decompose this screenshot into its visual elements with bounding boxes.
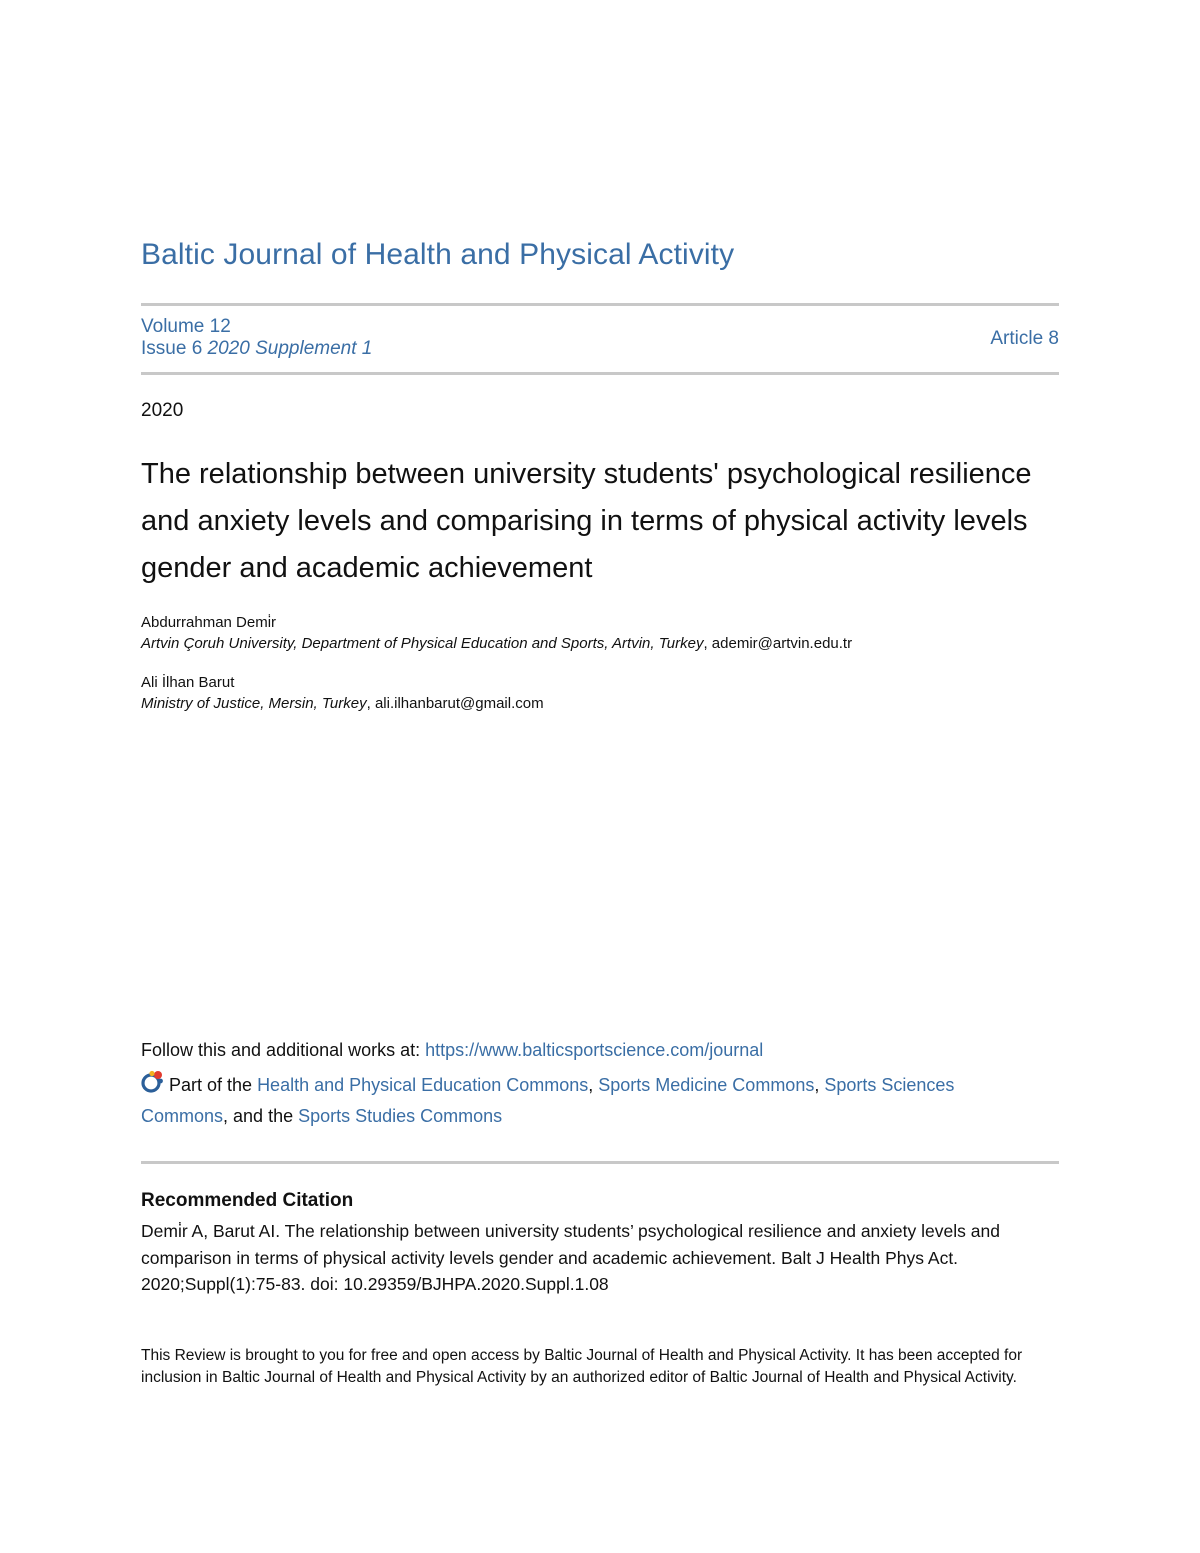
commons-link-sports-medicine[interactable]: Sports Medicine Commons — [598, 1075, 815, 1095]
part-of-label: Part of the — [169, 1075, 258, 1095]
recommended-citation-text: Demi̇r A, Barut AI. The relationship between university students’ psychological resilience and anxiety levels and comparison in terms of physical activity levels gender and academic achievement. Balt J Health Phys Act. 2020;Suppl(1):75-83. doi: 10.29359/BJHPA.2020.Suppl.1.08 — [141, 1221, 1000, 1294]
part-of-sep-3: , and the — [223, 1106, 299, 1126]
affiliation-text-2: Ministry of Justice, Mersin, Turkey — [141, 695, 367, 712]
network-commons-icon — [141, 1070, 167, 1094]
affiliation-text-1: Artvin Çoruh University, Department of Physical Education and Sports, Artvin, Turkey — [141, 635, 704, 652]
author-email-1: ademir@artvin.edu.tr — [711, 635, 853, 652]
author-email-2: ali.ilhanbarut@gmail.com — [374, 695, 544, 712]
citation-divider — [141, 1161, 1059, 1164]
recommended-citation-heading: Recommended Citation — [141, 1190, 354, 1211]
commons-link-sports-sciences[interactable]: Sports Sciences Commons — [141, 1075, 955, 1126]
top-divider — [141, 303, 1059, 306]
author-name-1: Abdurrahman Demi̇r — [141, 614, 277, 631]
issue-line — [141, 338, 372, 360]
open-access-statement: This Review is brought to you for free and open access by Baltic Journal of Health and Physical Activity. It has been accepted for inclusion in Baltic Journal of Health and Physical Activity by an authorized editor of Baltic Journal of Health and Physical Activity. — [141, 1347, 1023, 1386]
part-of-commons — [141, 1070, 1041, 1132]
header-bottom-divider — [141, 372, 1059, 375]
article-title: The relationship between university students' psychological resilience and anxiety levels and comparising in terms of physical activity levels gender and academic achievement — [141, 458, 1032, 584]
affiliation-comma-1: , — [703, 635, 712, 652]
commons-link-health-physical-education[interactable]: Health and Physical Education Commons — [257, 1075, 589, 1095]
part-of-sep-1: , — [588, 1075, 599, 1095]
follow-label: Follow this and additional works at: — [141, 1040, 426, 1060]
part-of-sep-2: , — [814, 1075, 825, 1095]
follow-url-link[interactable]: https://www.balticsportscience.com/journal — [425, 1040, 764, 1060]
commons-link-sports-studies[interactable]: Sports Studies Commons — [298, 1106, 503, 1126]
issue-link[interactable]: Issue 6 — [141, 338, 203, 359]
volume-link[interactable]: Volume 12 — [141, 316, 231, 337]
affiliation-comma-2: , — [366, 695, 375, 712]
publication-year: 2020 — [141, 400, 184, 421]
follow-line — [141, 1040, 763, 1061]
author-affiliation-1 — [141, 635, 852, 652]
issue-supplement-link[interactable]: 2020 Supplement 1 — [207, 338, 373, 359]
author-affiliation-2 — [141, 695, 544, 712]
article-link[interactable]: Article 8 — [990, 328, 1059, 349]
author-name-2: Ali İlhan Barut — [141, 674, 235, 691]
journal-title-link[interactable]: Baltic Journal of Health and Physical Activity — [141, 238, 735, 271]
